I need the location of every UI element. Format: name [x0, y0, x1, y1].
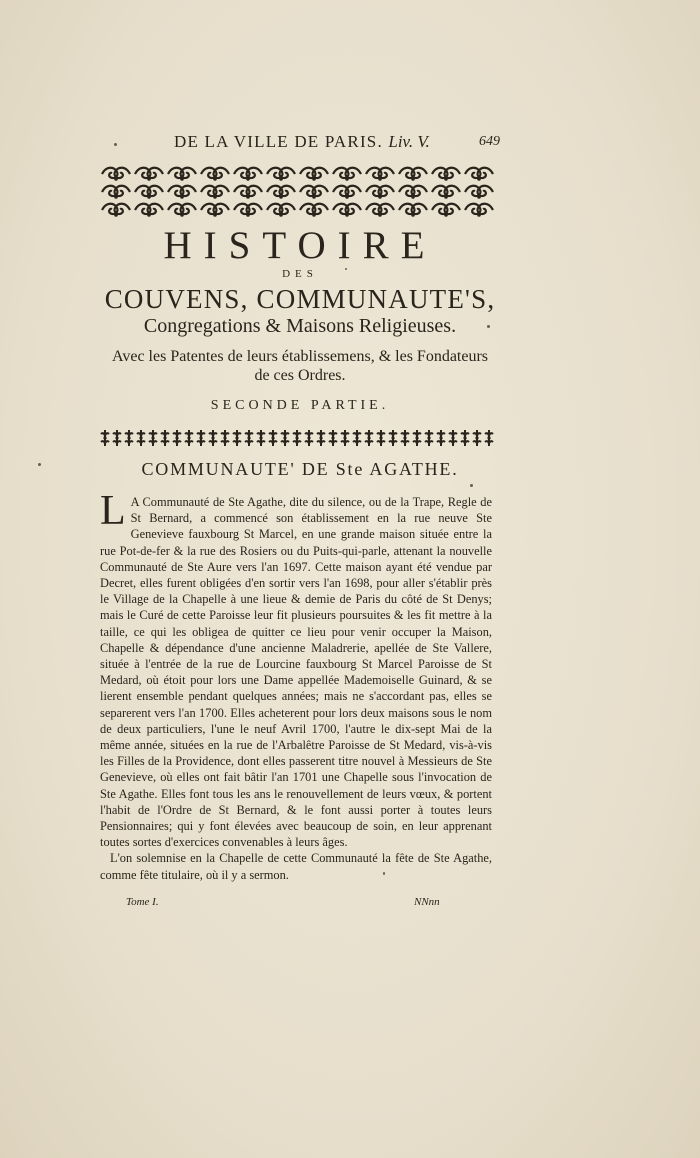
chapter-title: COMMUNAUTE' DE Ste AGATHE.: [141, 459, 459, 479]
paper-speck: [383, 872, 385, 875]
ornament-row-3: [102, 204, 493, 217]
paper-speck: [487, 325, 490, 328]
paper-speck: [470, 484, 473, 487]
paper-speck: [114, 143, 117, 146]
title-congregations: Congregations & Maisons Religieuses.: [143, 315, 457, 337]
paper-speck: [38, 463, 41, 466]
ornament-band: [100, 165, 498, 219]
paragraph-2: L'on solemnise en la Chapelle de cette Communauté la fête de Ste Agathe, comme fête titulaire, où il y a sermon.: [100, 851, 492, 882]
ornament-row-2: [102, 186, 493, 199]
volume-label: Tome I.: [126, 896, 159, 908]
title-couvens: COUVENS, COMMUNAUTE'S,: [104, 284, 496, 314]
signature-mark: NNnn: [414, 896, 440, 908]
fleuron-row: [100, 428, 498, 448]
paper-speck: [345, 268, 347, 270]
ornament-row-1: [102, 168, 493, 181]
book-number: Liv. V.: [388, 132, 430, 151]
running-head: DE LA VILLE DE PARIS. Liv. V.: [174, 132, 430, 151]
subtitle: Avec les Patentes de leurs établissemens, & les Fondateurs de ces Ordres.: [111, 348, 489, 384]
title-des: DES: [282, 268, 318, 280]
paragraph-1-text: A Communauté de Ste Agathe, dite du silence, ou de la Trape, Regle de St Bernard, a commencé son établissement en la rue neuve Ste Genevieve fauxbourg St Marcel, en une grande maison située entre la rue Pot-de-fer & la rue des Rosiers ou du Puits-qui-parle, attenant la nouvelle Communauté de Ste Aure vers l'an 1697. Cette maison ayant été vendue par Decret, elles furent obligées d'en sortir vers l'an 1698, pour aller s'établir près le Village de la Chapelle à une lieue & demie de Paris du côté de St Denys; mais le Curé de cette Paroisse leur fit plusieurs poursuites & les fit mettre à la taille, ce qui les obligea de quitter ce lieu pour venir occuper la Maison, Chapelle & dépendance d'une ancienne Maladrerie, apellée de Ste Vallere, située à l'entrée de la rue de Lourcine fauxbourg St Marcel Paroisse de St Medard, où étoit pour lors une Dame appellée Mademoiselle Guinard, & se lierent ensemble pendant quelques années; mais ne s'accordant pas, elles se separerent vers l'an 1700. Elles acheterent pour lors deux maisons sous le nom de deux particuliers, l'une le neuf Avril 1700, l'autre le dix-sept Mai de la même année, situées en la rue de l'Arbalêtre Paroisse de St Medard, vis-à-vis les Filles de la Providence, dont elles passerent titre nouvel à Messieurs de Ste Genevieve, où elles ont fait bâtir l'an 1701 une Chapelle sous l'invocation de Ste Agathe. Elles font tous les ans le renouvellement de leurs vœux, & portent l'habit de l'Ordre de St Bernard, & le font aussi porter à toutes leurs Pensionnaires; qui y font élevées avec beaucoup de soin, en leur apprenant toutes sortes d'exercices convenables à leurs âges.: [100, 495, 492, 850]
page-header: [100, 132, 500, 156]
drop-cap: L: [100, 488, 126, 534]
paragraph-1: [100, 488, 492, 850]
body-text: [100, 488, 492, 883]
page-number: 649: [479, 134, 500, 149]
part-heading: SECONDE PARTIE.: [210, 398, 390, 413]
title-histoire: HISTOIRE: [163, 224, 437, 267]
